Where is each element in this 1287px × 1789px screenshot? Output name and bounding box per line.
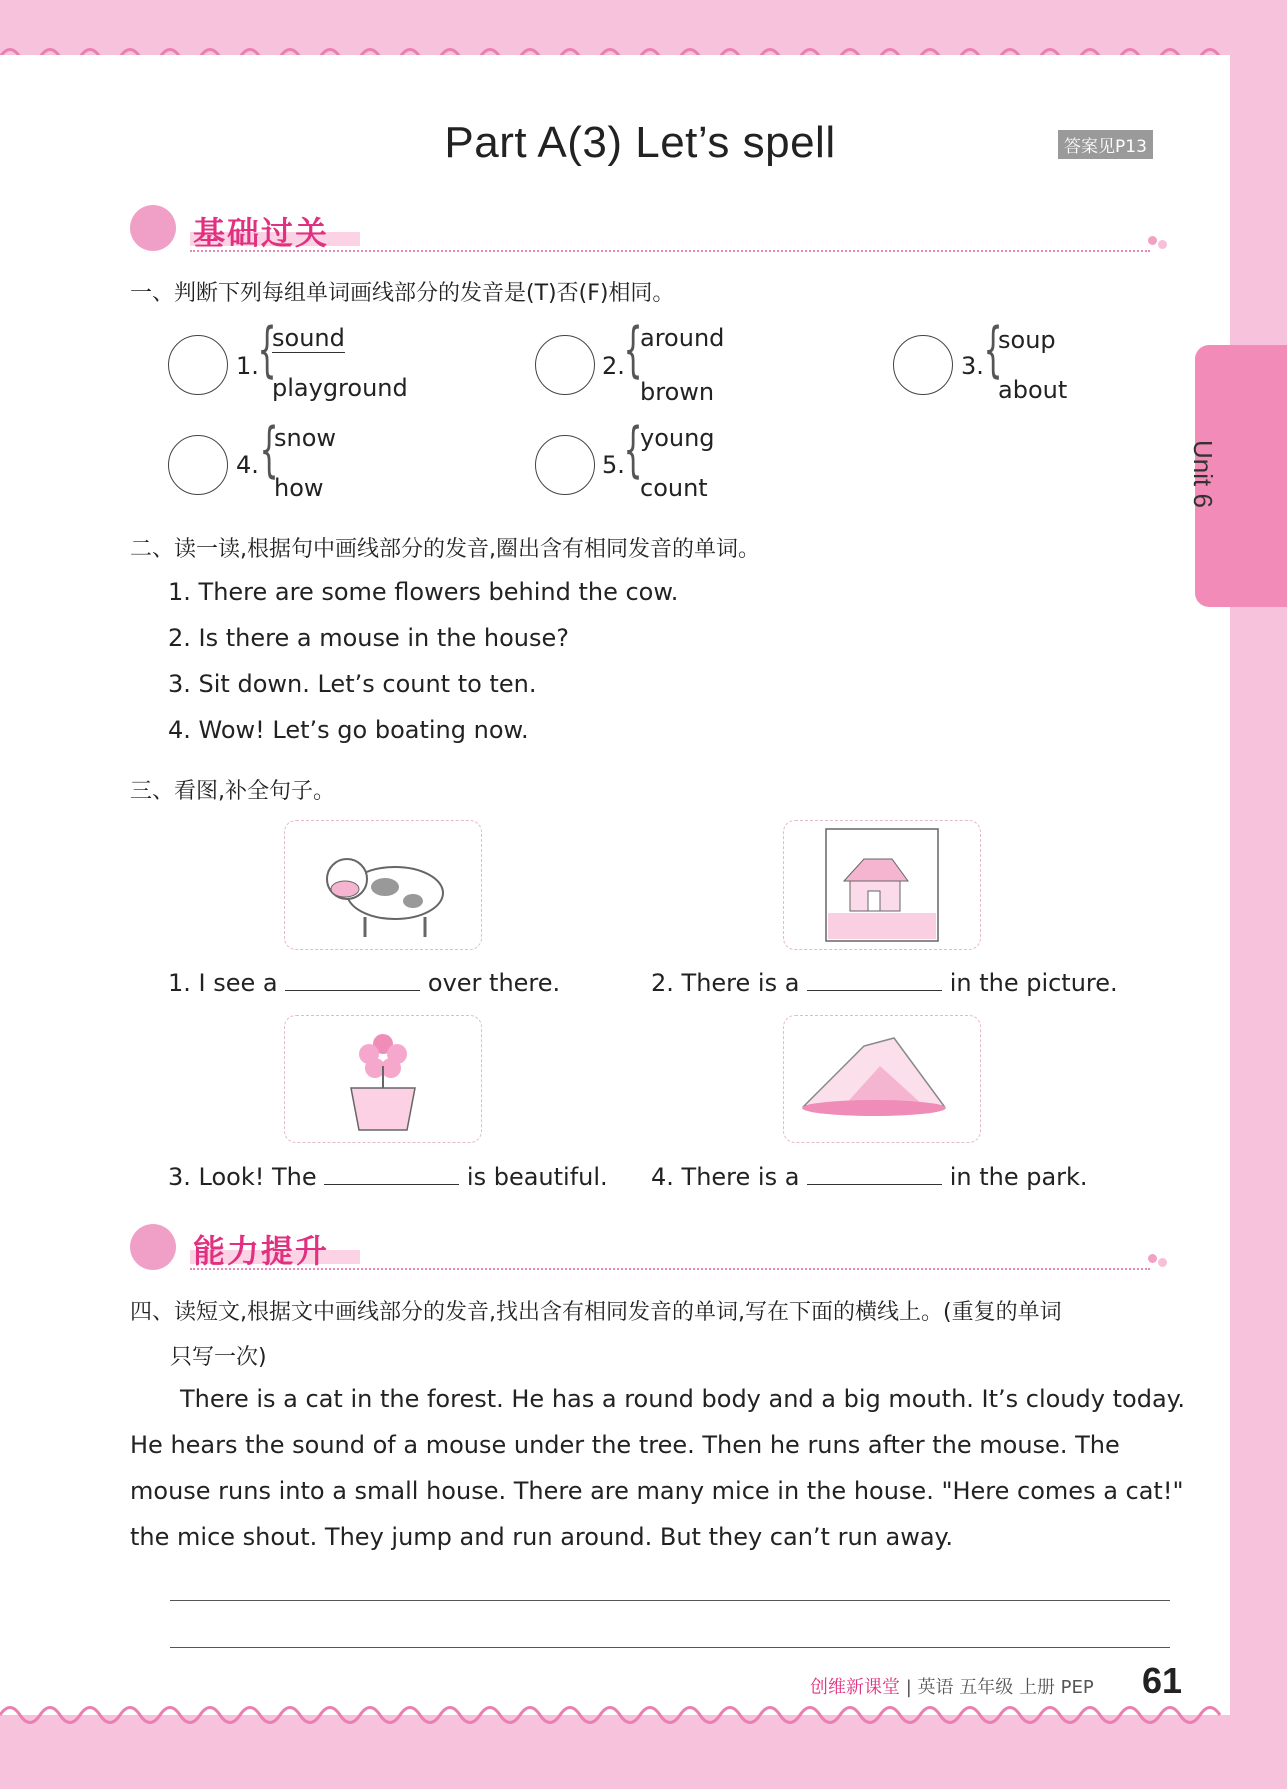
brace-icon: {: [623, 415, 643, 485]
q2-sentence: 3. Sit down. Let’s count to ten.: [168, 670, 537, 698]
q3-instruction: 三、看图,补全句子。: [130, 779, 335, 804]
brace-icon: {: [257, 315, 277, 385]
passage-line: He hears the sound of a mouse under the tree. Then he runs after the mouse. The: [130, 1431, 1120, 1459]
q3-item-2: 2. There is a in the picture.: [651, 969, 1118, 997]
cow-icon: [285, 821, 481, 949]
answer-line[interactable]: [170, 1647, 1170, 1648]
passage-line: mouse runs into a small house. There are many mice in the house. "Here comes a cat!": [130, 1477, 1184, 1505]
divider-dot-icon: [1148, 1254, 1157, 1263]
divider-dot-icon: [1158, 240, 1167, 249]
q4-instruction: 四、读短文,根据文中画线部分的发音,找出含有相同发音的单词,写在下面的横线上。(重复的单词: [130, 1300, 1062, 1325]
item-number: 3.: [961, 352, 984, 380]
q2-sentence: 4. Wow! Let’s go boating now.: [168, 716, 529, 744]
answer-circle[interactable]: [168, 435, 228, 495]
section-divider: [190, 250, 1150, 252]
brace-icon: {: [623, 315, 643, 385]
q2-sentence: 1. There are some flowers behind the cow.: [168, 578, 679, 606]
word-a: snow: [274, 424, 337, 452]
bottom-wave-border: [0, 1700, 1287, 1730]
divider-dot-icon: [1158, 1258, 1167, 1267]
word-a: soup: [998, 326, 1056, 354]
flower-picture: [284, 1015, 482, 1143]
section-divider: [190, 1268, 1150, 1270]
answer-reference-badge: 答案见P13: [1058, 130, 1153, 159]
q1-instruction: 一、判断下列每组单词画线部分的发音是(T)否(F)相同。: [130, 281, 675, 306]
q2-instruction: 二、读一读,根据句中画线部分的发音,圈出含有相同发音的单词。: [130, 537, 760, 562]
answer-blank[interactable]: [285, 968, 420, 991]
q3-item-4: 4. There is a in the park.: [651, 1163, 1088, 1191]
monkey-mascot-icon: [130, 1224, 176, 1270]
word-b: about: [998, 376, 1068, 404]
word-b: count: [640, 474, 708, 502]
word-a: sound: [272, 324, 345, 352]
item-number: 1.: [236, 352, 259, 380]
word-b: playground: [272, 374, 408, 402]
item-number: 5.: [602, 451, 625, 479]
q3-item-3: 3. Look! The is beautiful.: [168, 1163, 608, 1191]
answer-blank[interactable]: [324, 1162, 459, 1185]
footer-info: 创维新课堂 | 英语 五年级 上册 PEP: [810, 1677, 1094, 1698]
monkey-mascot-icon: [130, 205, 176, 251]
answer-circle[interactable]: [535, 435, 595, 495]
passage-line: There is a cat in the forest. He has a round body and a big mouth. It’s cloudy today.: [180, 1385, 1186, 1413]
section-heading-basic: 基础过关: [193, 214, 330, 252]
word-a: around: [640, 324, 725, 352]
answer-blank[interactable]: [807, 1162, 942, 1185]
item-number: 4.: [236, 451, 259, 479]
house-picture: [783, 820, 981, 950]
flower-icon: [285, 1016, 481, 1142]
word-a: young: [640, 424, 715, 452]
house-icon: [784, 821, 980, 949]
unit-tab-label: Unit 6: [1188, 440, 1218, 508]
page-number: 61: [1142, 1660, 1183, 1701]
brace-icon: {: [259, 415, 279, 485]
mountain-picture: [783, 1015, 981, 1143]
answer-blank[interactable]: [807, 968, 942, 991]
item-number: 2.: [602, 352, 625, 380]
mountain-icon: [784, 1016, 980, 1142]
word-b: how: [274, 474, 324, 502]
q3-item-1: 1. I see a over there.: [168, 969, 561, 997]
divider-dot-icon: [1148, 236, 1157, 245]
q2-sentence: 2. Is there a mouse in the house?: [168, 624, 570, 652]
q4-instruction-cont: 只写一次): [170, 1345, 267, 1370]
cow-picture: [284, 820, 482, 950]
passage-line: the mice shout. They jump and run around. But they can’t run away.: [130, 1523, 953, 1551]
section-heading-advanced: 能力提升: [193, 1232, 330, 1270]
brace-icon: {: [983, 315, 1003, 385]
answer-line[interactable]: [170, 1600, 1170, 1601]
answer-circle[interactable]: [893, 335, 953, 395]
answer-circle[interactable]: [535, 335, 595, 395]
word-b: brown: [640, 378, 715, 406]
answer-circle[interactable]: [168, 335, 228, 395]
page-title: Part A(3) Let’s spell: [444, 118, 836, 167]
